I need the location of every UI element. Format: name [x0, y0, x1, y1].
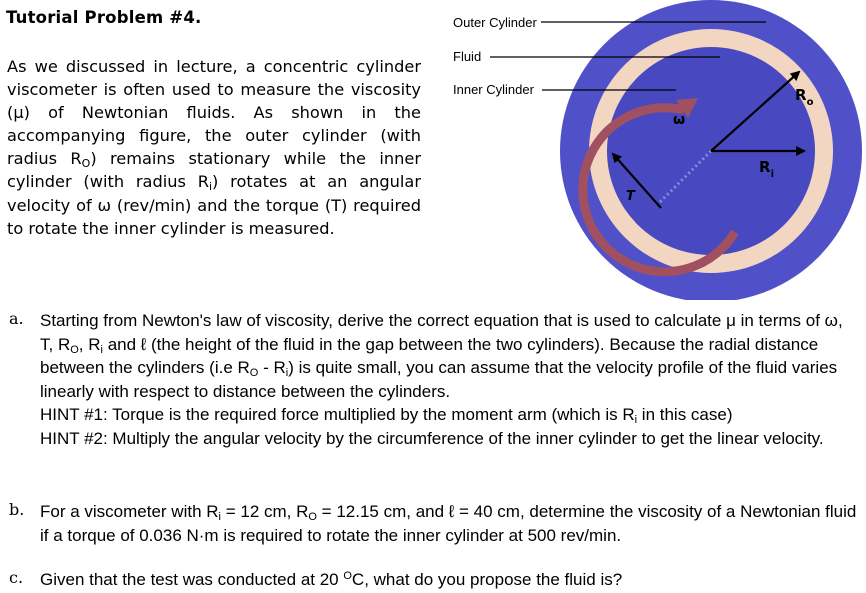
question-c-body: [40, 568, 858, 592]
intro-sub-o: O: [81, 157, 91, 171]
hint-1-sub: i: [634, 414, 638, 426]
qa-seg3: and ℓ (the height of the fluid in the gap between the two cylinders). Because the radial distance between the cylinders (i.e R: [40, 334, 819, 377]
question-c-text: [40, 568, 858, 592]
ri-label-main: R: [759, 158, 771, 176]
qc-degree-sup: O: [343, 570, 352, 582]
qa-sub-i: i: [100, 343, 103, 356]
viscometer-diagram: [450, 0, 866, 300]
inner-cylinder-label: Inner Cylinder: [453, 82, 534, 97]
hint-1-seg2: in this case): [637, 405, 733, 424]
ro-label-main: R: [795, 86, 807, 104]
qa-seg4: - R: [258, 358, 286, 377]
intro-text-1: As we discussed in lecture, a concentric cylinder viscometer is often used to measure the viscosity (μ) of Newtonian fluids. As shown in the accompanying figure, the outer cylinder (with radius R: [7, 57, 421, 169]
qc-seg1: Given that the test was conducted at 20: [40, 570, 344, 589]
question-a-body: [40, 309, 858, 450]
intro-text-2: ) remains stationary while the inner cylinder (with radius R: [7, 149, 421, 192]
qa-sub-o2: O: [249, 367, 259, 379]
intro-paragraph: [7, 55, 421, 240]
qa-seg2: , R: [78, 334, 101, 354]
problem-title: Tutorial Problem #4.: [6, 8, 202, 27]
question-b-body: [40, 500, 858, 547]
intro-text-3: ) rotates at an angular velocity of ω (rev/min) and the torque (T) required to rotate the inner cylinder is measured.: [7, 172, 421, 238]
qa-seg5: ) is quite small, you can assume that the velocity profile of the fluid varies linearly with respect to distance between the cylinders.: [40, 358, 838, 401]
viscometer-figure: [450, 0, 866, 300]
qa-sub-o: O: [70, 343, 79, 356]
ro-label-sub: o: [806, 97, 814, 108]
hint-1: [40, 403, 858, 427]
intro-sub-i: i: [208, 180, 213, 194]
question-a-text: [40, 309, 858, 403]
question-b-marker: b.: [9, 500, 25, 519]
outer-cylinder-label: Outer Cylinder: [453, 15, 537, 30]
fluid-label: Fluid: [453, 49, 482, 64]
question-b-text: [40, 500, 858, 547]
qb-seg2: = 12 cm, R: [221, 502, 309, 521]
qa-seg1: Starting from Newton's law of viscosity, derive the correct equation that is used to calculate μ in terms of ω, T, R: [40, 311, 843, 354]
hint-2: HINT #2: Multiply the angular velocity by the circumference of the inner cylinder to get the linear velocity.: [40, 428, 824, 448]
qb-seg1: For a viscometer with R: [40, 502, 219, 521]
question-a-marker: a.: [9, 309, 24, 328]
omega-label: ω: [673, 112, 686, 128]
torque-label: T: [626, 189, 635, 204]
qb-sub-i: i: [218, 511, 221, 523]
qb-seg3: = 12.15 cm, and ℓ = 40 cm, determine the viscosity of a Newtonian fluid if a torque of 0.036 N·m is required to rotate the inner cylinder at 500 rev/min.: [40, 502, 857, 545]
qa-sub-i2: i: [285, 367, 289, 379]
question-c-marker: c.: [9, 568, 24, 587]
hint-1-seg1: HINT #1: Torque is the required force multiplied by the moment arm (which is R: [40, 405, 635, 424]
qb-sub-o: O: [308, 511, 317, 523]
ri-label-sub: i: [770, 169, 774, 180]
qc-seg2: C, what do you propose the fluid is?: [351, 570, 623, 589]
